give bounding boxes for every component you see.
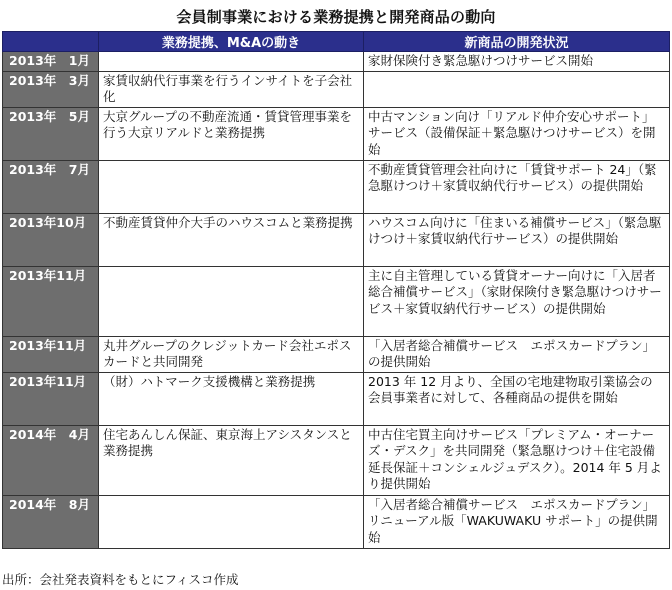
row-date: 2013年 3月 <box>3 71 99 107</box>
row-product: 主に自主管理している賃貸オーナー向けに「入居者総合補償サービス」（家財保険付き緊急駆けつけサービス＋家賃収納代行サービス）の提供開始 <box>364 266 670 336</box>
table-row <box>3 107 670 160</box>
row-product: 中古マンション向け「リアルド仲介安心サポート」サービス（設備保証＋緊急駆けつけサービス）を開始 <box>364 107 670 160</box>
table-row <box>3 336 670 372</box>
row-date: 2013年11月 <box>3 266 99 336</box>
table-row <box>3 495 670 548</box>
row-product: 「入居者総合補償サービス エポスカードプラン」の提供開始 <box>364 336 670 372</box>
row-product: ハウスコム向けに「住まいる補償サービス」（緊急駆けつけ＋家賃収納代行サービス）の提供開始 <box>364 213 670 266</box>
row-business: 大京グループの不動産流通・賃貸管理事業を行う大京リアルドと業務提携 <box>99 107 364 160</box>
table-row <box>3 71 670 107</box>
row-product: 中古住宅買主向けサービス「プレミアム・オーナーズ・デスク」を共同開発（緊急駆けつけ＋住宅設備延長保証＋コンシェルジュデスク）。2014 年 5 月より提供開始 <box>364 425 670 495</box>
source-note: 出所：会社発表資料をもとにフィスコ作成 <box>2 572 239 587</box>
row-date: 2013年 7月 <box>3 160 99 213</box>
row-product: 家財保険付き緊急駆けつけサービス開始 <box>364 52 670 72</box>
row-business: （財）ハトマーク支援機構と業務提携 <box>99 372 364 425</box>
row-date: 2014年 8月 <box>3 495 99 548</box>
alliance-table <box>2 31 670 549</box>
header-business: 業務提携、M&Aの動き <box>99 32 364 52</box>
row-date: 2014年 4月 <box>3 425 99 495</box>
table-row <box>3 160 670 213</box>
header-row <box>3 32 670 52</box>
row-product: 「入居者総合補償サービス エポスカードプラン」リニューアル版「WAKUWAKU サポート」の提供開始 <box>364 495 670 548</box>
row-product: 不動産賃貸管理会社向けに「賃貸サポート 24」（緊急駆けつけ＋家賃収納代行サービス）の提供開始 <box>364 160 670 213</box>
row-business: 丸井グループのクレジットカード会社エポスカードと共同開発 <box>99 336 364 372</box>
table-row <box>3 425 670 495</box>
row-product: 2013 年 12 月より、全国の宅地建物取引業協会の会員事業者に対して、各種商品の提供を開始 <box>364 372 670 425</box>
row-business <box>99 495 364 548</box>
row-product <box>364 71 670 107</box>
row-business <box>99 160 364 213</box>
row-business: 家賃収納代行事業を行うインサイトを子会社化 <box>99 71 364 107</box>
table-row <box>3 52 670 72</box>
row-business: 不動産賃貸仲介大手のハウスコムと業務提携 <box>99 213 364 266</box>
page-title: 会員制事業における業務提携と開発商品の動向 <box>176 8 496 26</box>
row-date: 2013年10月 <box>3 213 99 266</box>
table-row <box>3 213 670 266</box>
row-date: 2013年11月 <box>3 336 99 372</box>
row-business: 住宅あんしん保証、東京海上アシスタンスと業務提携 <box>99 425 364 495</box>
row-date: 2013年 5月 <box>3 107 99 160</box>
row-business <box>99 52 364 72</box>
table-row <box>3 372 670 425</box>
table-row <box>3 266 670 336</box>
header-product: 新商品の開発状況 <box>364 32 670 52</box>
row-date: 2013年11月 <box>3 372 99 425</box>
row-date: 2013年 1月 <box>3 52 99 72</box>
header-date <box>3 32 99 52</box>
row-business <box>99 266 364 336</box>
